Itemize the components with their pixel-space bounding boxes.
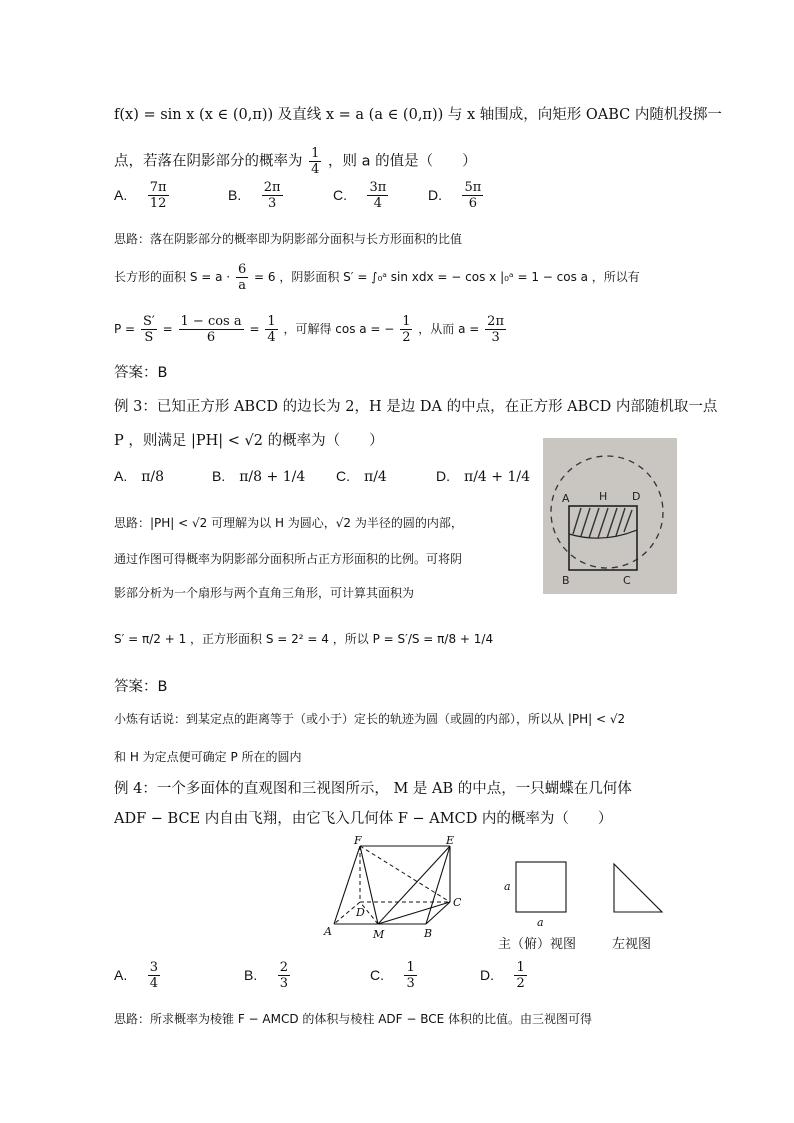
- q2-line2-text-b: ，则 a 的值是（ ）: [328, 153, 477, 170]
- vertex-e: E: [446, 836, 455, 847]
- frac-den: S: [144, 330, 154, 345]
- q2-calc2: [114, 314, 508, 345]
- frac-den: 3: [491, 330, 500, 345]
- frac-num: 1 − cos a: [180, 314, 242, 329]
- q3-thought-1: 思路：|PH| < √2 可理解为以 H 为圆心，√2 为半径的圆的内部，: [114, 516, 463, 530]
- frac-den: 4: [149, 976, 158, 991]
- frac-num: 6: [237, 262, 247, 277]
- q4-option-d: [480, 960, 529, 991]
- option-value: π/4: [364, 469, 387, 485]
- equals-sign: =: [249, 322, 260, 336]
- q2-thought: 思路：落在阴影部分的概率即为阴影部分面积与长方形面积的比值: [114, 232, 463, 246]
- frac-den: 4: [311, 162, 320, 177]
- q4-option-a: [114, 960, 162, 991]
- frac-den: a: [238, 278, 246, 293]
- q3-option-c: [336, 468, 387, 485]
- frac-num: 2π: [263, 180, 281, 195]
- frac-num: 3π: [369, 180, 387, 195]
- frac-num: S′: [142, 314, 155, 329]
- label-a: A: [562, 492, 570, 505]
- q2-line1: f(x) = sin x (x ∈ (0,π)) 及直线 x = a (a ∈ (0,π)) 与 x 轴围成，向矩形 OABC 内随机投掷一: [114, 107, 722, 123]
- calc2-text-b: ，可解得 cos a = −: [283, 322, 395, 336]
- q3-result: S′ = π/2 + 1 ，正方形面积 S = 2² = 4 ，所以 P = S′/S = π/8 + 1/4: [114, 632, 494, 646]
- option-value: π/8: [141, 469, 165, 485]
- frac-den: 4: [373, 196, 382, 211]
- note-line1: 小炼有话说：到某定点的距离等于（或小于）定长的轨迹为圆（或圆的内部），所以从 |PH| < √2: [114, 712, 626, 726]
- frac-num: 3: [149, 960, 158, 975]
- frac-num: 7π: [149, 180, 167, 195]
- equals-sign: =: [162, 322, 173, 336]
- option-label: D.: [480, 966, 494, 983]
- arc: [569, 530, 637, 538]
- q4-front-view-caption: 主（俯）视图: [498, 937, 577, 952]
- frac-num: 5π: [464, 180, 482, 195]
- q3-handdrawn-svg: [543, 438, 677, 594]
- label-c: C: [623, 574, 631, 587]
- frac-num: 2π: [487, 314, 504, 329]
- q4-option-c: [370, 960, 419, 991]
- q3-handdrawn-photo: [543, 438, 677, 594]
- vertex-b: B: [424, 927, 433, 940]
- q2-calc1: [114, 262, 640, 293]
- frac-num: 1: [516, 960, 525, 975]
- option-label: C.: [333, 186, 347, 203]
- vertex-c: C: [453, 896, 462, 909]
- vertex-m: M: [373, 928, 385, 941]
- option-label: B.: [228, 186, 242, 203]
- q4-polyhedron-svg: [316, 836, 466, 946]
- frac-den: 2: [402, 330, 411, 345]
- option-label: C.: [370, 966, 384, 983]
- option-label: D.: [436, 468, 450, 484]
- frac-den: 3: [406, 976, 415, 991]
- q2-line2-fraction: [309, 146, 321, 177]
- option-label: A.: [114, 186, 128, 203]
- q2-line2-text-a: 点，若落在阴影部分的概率为: [114, 153, 303, 170]
- calc1-text-a: 长方形的面积 S = a ·: [114, 270, 231, 284]
- frac-num: 1: [267, 314, 276, 329]
- option-value: π/8 + 1/4: [239, 469, 306, 485]
- option-label: C.: [336, 468, 350, 484]
- frac-den: 12: [149, 196, 167, 211]
- q2-option-c: [333, 180, 390, 211]
- calc2-text-c: ，从而 a =: [418, 322, 480, 336]
- option-label: B.: [244, 966, 258, 983]
- option-label: A.: [114, 966, 128, 983]
- frac-num: 1: [311, 146, 320, 161]
- frac-num: 1: [402, 314, 411, 329]
- option-label: A.: [114, 468, 128, 484]
- q3-line2: P ，则满足 |PH| < √2 的概率为（ ）: [114, 433, 384, 449]
- label-b: B: [562, 574, 570, 587]
- q4-left-view-caption: 左视图: [612, 937, 652, 952]
- q4-line2: ADF − BCE 内自由飞翔，由它飞入几何体 F − AMCD 内的概率为（ ）: [114, 811, 613, 827]
- q3-thought-3: 影部分析为一个扇形与两个直角三角形，可计算其面积为: [114, 586, 415, 600]
- vertex-f: F: [354, 836, 362, 847]
- frac-den: 2: [516, 976, 525, 991]
- label-d: D: [632, 490, 641, 503]
- frac-den: 4: [267, 330, 276, 345]
- q4-perspective-figure: [316, 836, 466, 950]
- q4-left-view: [610, 860, 666, 920]
- q2-line2: [114, 146, 477, 177]
- q2-option-a: [114, 180, 171, 211]
- q4-thought: 思路：所求概率为棱锥 F − AMCD 的体积与棱柱 ADF − BCE 体积的比值。由三视图可得: [114, 1012, 593, 1026]
- frac-den: 3: [267, 196, 277, 211]
- note-line2: 和 H 为定点便可确定 P 所在的圆内: [114, 750, 302, 764]
- q3-answer: 答案：B: [114, 679, 168, 695]
- frac-den: 6: [468, 196, 477, 211]
- calc1-text-b: = 6 ，阴影面积 S′ = ∫₀ᵃ sin xdx = − cos x |₀ᵃ = 1 − cos a ，所以有: [254, 270, 640, 284]
- calc2-text-a: P =: [114, 322, 136, 336]
- q2-option-d: [428, 180, 485, 211]
- q4-line1: 例 4：一个多面体的直观图和三视图所示， M 是 AB 的中点，一只蝴蝶在几何体: [114, 781, 632, 797]
- vertex-d: D: [356, 906, 365, 919]
- frac-den: 6: [206, 330, 216, 345]
- frac-den: 3: [279, 976, 288, 991]
- q4-option-b: [244, 960, 292, 991]
- vertex-a: A: [324, 925, 332, 938]
- q3-option-d: [436, 468, 530, 485]
- option-label: B.: [212, 468, 226, 484]
- option-value: π/4 + 1/4: [464, 469, 530, 485]
- left-view-svg: [610, 860, 666, 916]
- option-label: D.: [428, 186, 442, 203]
- q3-option-a: [114, 468, 164, 485]
- q3-thought-2: 通过作图可得概率为阴影部分面积所占正方形面积的比例。可将阴: [114, 552, 463, 566]
- q3-line1: 例 3：已知正方形 ABCD 的边长为 2，H 是边 DA 的中点，在正方形 ABCD 内部随机取一点: [114, 399, 718, 415]
- q3-option-b: [212, 468, 305, 485]
- hatching: [573, 508, 632, 538]
- q2-option-b: [228, 180, 285, 211]
- side-label: a: [504, 880, 511, 893]
- q2-answer: 答案：B: [114, 365, 168, 381]
- frac-num: 1: [406, 960, 415, 975]
- label-h: H: [599, 490, 608, 503]
- bottom-label: a: [537, 916, 544, 929]
- frac-num: 2: [279, 960, 288, 975]
